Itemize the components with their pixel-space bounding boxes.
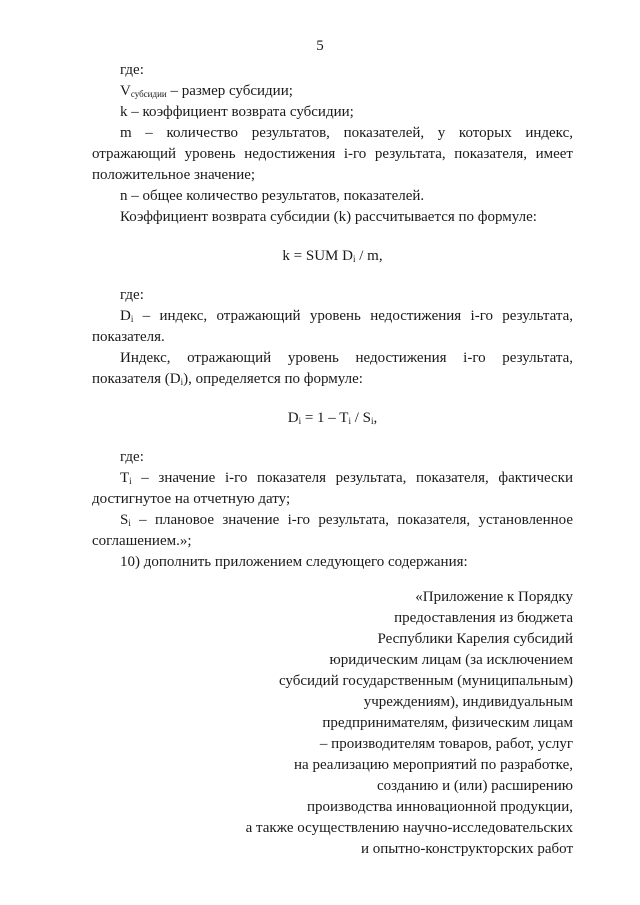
appendix-line: юридическим лицам (за исключением — [329, 652, 573, 668]
appendix-line: созданию и (или) расширению — [377, 778, 573, 794]
m-definition: m – количество результатов, показателей, у которых индекс, отражающий уровень недостижения i-го результата, показателя, имеет положительное значение; — [92, 125, 573, 183]
page-number: 5 — [316, 38, 324, 54]
d-definition: $D_i$ – индекс, отражающий уровень недостижения i-го результата, показателя. — [92, 308, 573, 345]
appendix-line: Республики Карелия субсидий — [377, 631, 573, 647]
item-10: 10) дополнить приложением следующего содержания: — [120, 554, 468, 570]
appendix-line: на реализацию мероприятий по разработке, — [294, 757, 573, 773]
appendix-line: предпринимателям, физическим лицам — [322, 715, 573, 731]
document-body — [92, 60, 573, 860]
appendix-line: производства инновационной продукции, — [306, 799, 573, 815]
where-label: где: — [120, 449, 144, 465]
d-formula-intro: Индекс, отражающий уровень недостижения i-го результата, показателя $(D_i)$, определяется по формуле: — [92, 350, 573, 387]
formula-d: $D_i = 1 - T_i / S_i$, — [287, 410, 378, 426]
k-definition: k – коэффициент возврата субсидии; — [120, 104, 354, 120]
where-label: где: — [120, 287, 144, 303]
appendix-line: «Приложение к Порядку — [415, 589, 573, 605]
s-definition: $S_i$ – плановое значение i-го результата, показателя, установленное соглашением.»; — [92, 512, 573, 549]
v-definition: $V_{субсидии}$ – размер субсидии; — [120, 83, 293, 99]
k-formula-intro: Коэффициент возврата субсидии (k) рассчитывается по формуле: — [120, 209, 537, 225]
appendix-heading — [92, 587, 573, 860]
t-definition: $T_i$ – значение i-го показателя результата, показателя, фактически достигнутое на отчетную дату; — [92, 470, 573, 507]
appendix-line: а также осуществлению научно-исследовательских — [245, 820, 573, 836]
appendix-line: предоставления из бюджета — [394, 610, 573, 626]
n-definition: n – общее количество результатов, показателей. — [120, 188, 425, 204]
appendix-line: и опытно-конструкторских работ — [360, 841, 573, 857]
formula-k: k = SUM $D_i$ / m, — [282, 248, 383, 264]
where-label: где: — [120, 62, 144, 78]
appendix-line: субсидий государственным (муниципальным) — [278, 673, 573, 689]
appendix-line: – производителям товаров, работ, услуг — [319, 736, 573, 752]
appendix-line: учреждениям), индивидуальным — [363, 694, 573, 710]
